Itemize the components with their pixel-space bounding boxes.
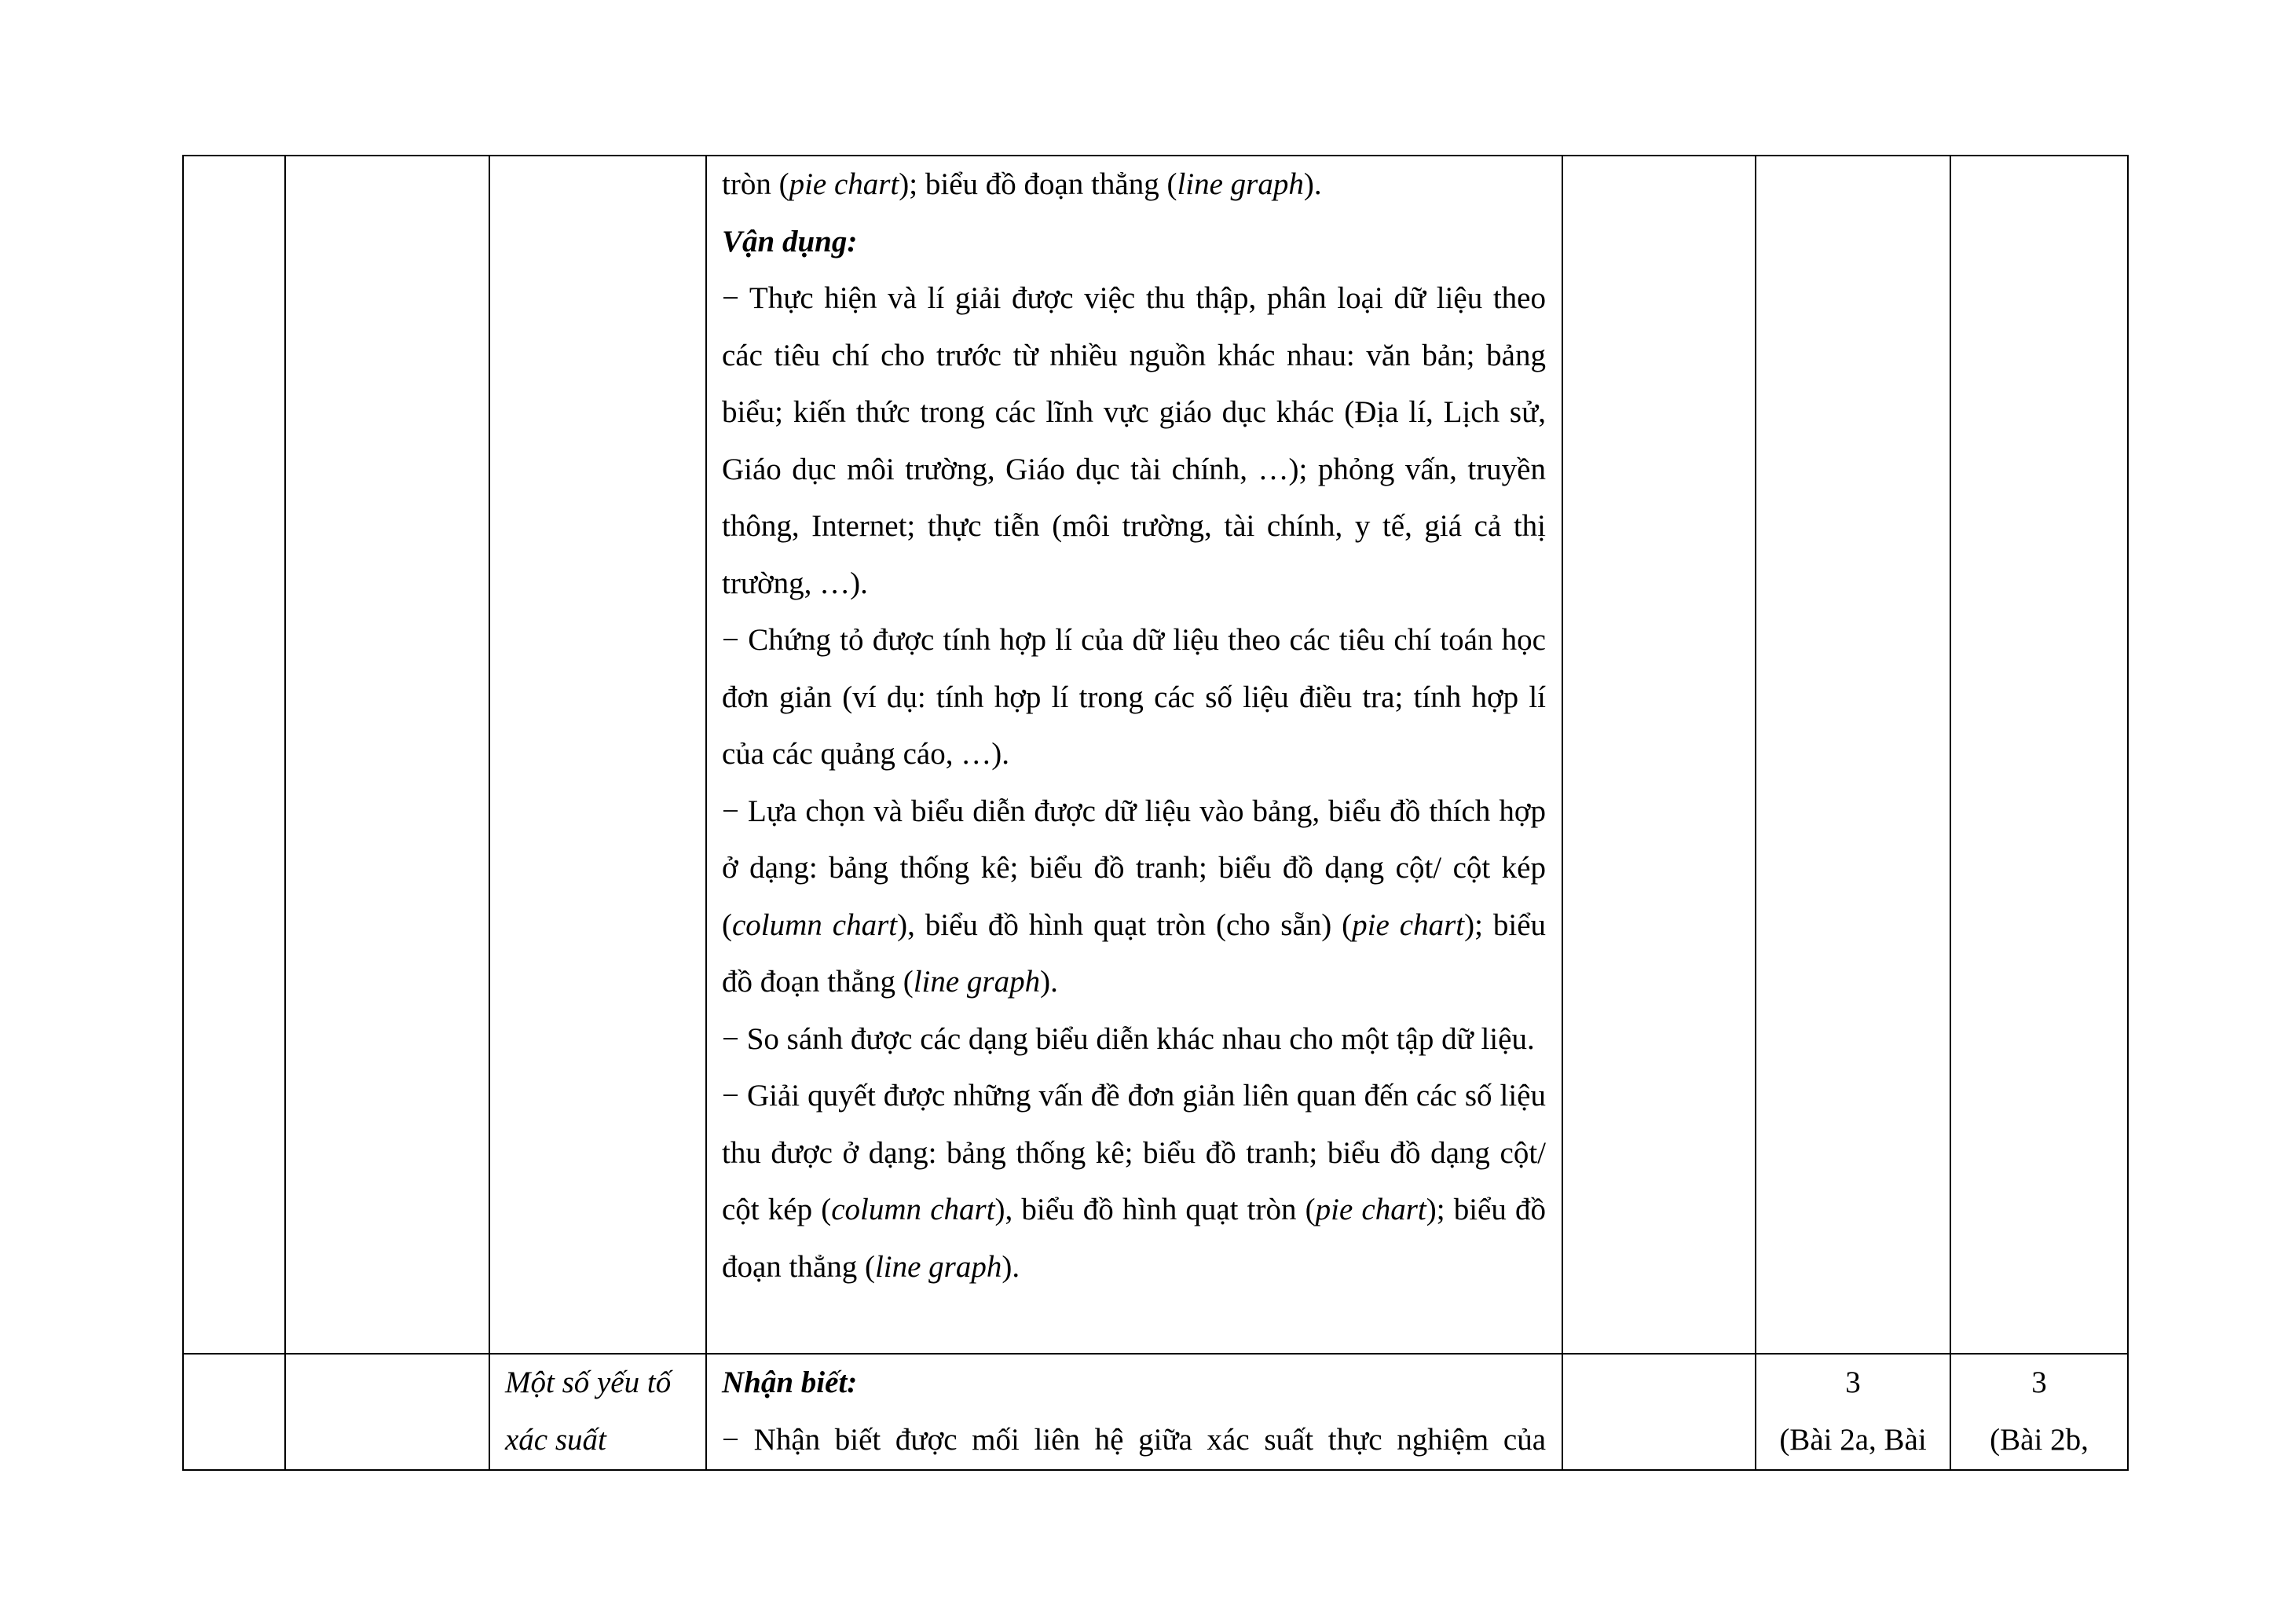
section-heading: Nhận biết: [722,1366,858,1399]
content-cell [706,156,1562,1354]
table-cell-blank [1756,156,1950,1354]
list-item: − Lựa chọn và biểu diễn được dữ liệu vào bảng, biểu đồ thích hợp ở dạng: bảng thống kê; biểu đồ tranh; biểu đồ dạng cột/ cột kép (column chart), biểu đồ hình quạt tròn (cho sẵn) (pie chart); biểu đồ đoạn thẳng (line graph). [722,794,1546,999]
list-item: − Nhận biết được mối liên hệ giữa xác suất thực nghiệm của [722,1422,1546,1457]
table-cell-blank [183,1354,285,1470]
question-count: 3 [1845,1366,1861,1399]
table-cell-blank [1562,156,1756,1354]
table-cell-blank [285,1354,489,1470]
table-cell-blank [183,156,285,1354]
list-item: − Chứng tỏ được tính hợp lí của dữ liệu theo các tiêu chí toán học đơn giản (ví dụ: tính hợp lí trong các số liệu điều tra; tính hợp lí của các quảng cáo, …). [722,623,1546,771]
table-cell-blank [285,156,489,1354]
question-count-cell [1756,1354,1950,1470]
question-count-cell [1950,1354,2128,1470]
topic-cell [489,1354,706,1470]
table-row [183,1354,2128,1470]
section-heading: Vận dụng: [722,224,858,258]
question-count: 3 [2031,1366,2047,1399]
topic-label: Một số yếu tố xác suất [505,1366,672,1457]
question-reference: (Bài 2a, Bài [1779,1422,1927,1457]
question-reference: (Bài 2b, [1990,1422,2089,1457]
table-cell-blank [1950,156,2128,1354]
list-item: − So sánh được các dạng biểu diễn khác nhau cho một tập dữ liệu. [722,1021,1535,1056]
table-cell-blank [489,156,706,1354]
list-item: − Giải quyết được những vấn đề đơn giản liên quan đến các số liệu thu được ở dạng: bảng thống kê; biểu đồ tranh; biểu đồ dạng cột/ cột kép (column chart), biểu đồ hình quạt tròn (pie chart); biểu đồ đoạn thẳng (line graph). [722,1079,1546,1284]
table-cell-blank [1562,1354,1756,1470]
content-cell [706,1354,1562,1470]
specification-table [182,155,2129,1471]
list-item: − Thực hiện và lí giải được việc thu thập, phân loại dữ liệu theo các tiêu chí cho trước từ nhiều nguồn khác nhau: văn bản; bảng biểu; kiến thức trong các lĩnh vực giáo dục khác (Địa lí, Lịch sử, Giáo dục môi trường, Giáo dục tài chính, …); phỏng vấn, truyền thông, Internet; thực tiễn (môi trường, tài chính, y tế, giá cả thị trường, …). [722,281,1546,600]
intro-line: tròn (pie chart); biểu đồ đoạn thẳng (line graph). [722,167,1322,201]
table-row [183,156,2128,1354]
